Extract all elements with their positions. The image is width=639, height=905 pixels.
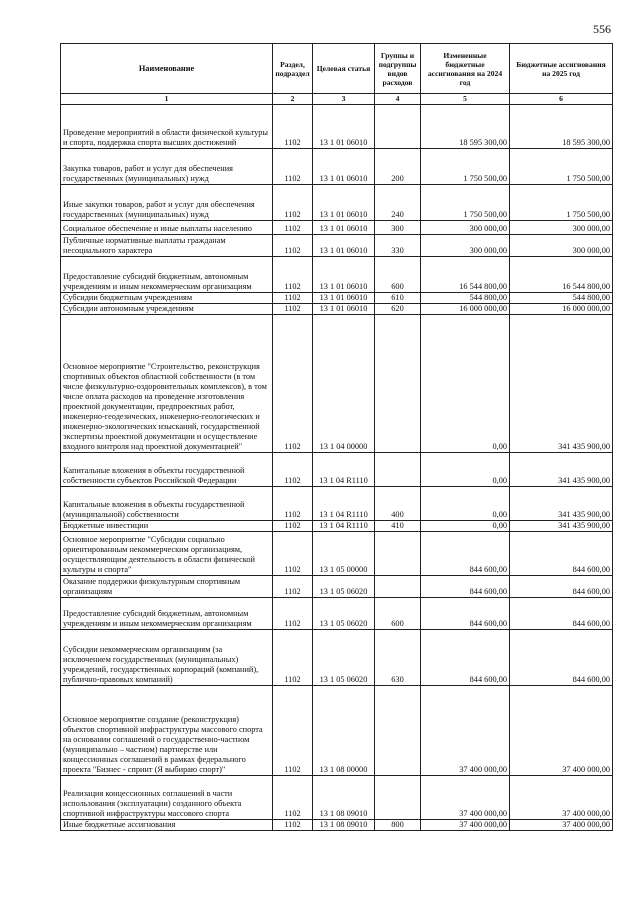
row-group: 610 bbox=[375, 293, 421, 304]
column-number: 4 bbox=[375, 94, 421, 105]
row-target: 13 1 01 06010 bbox=[313, 257, 375, 293]
column-number: 6 bbox=[510, 94, 613, 105]
row-budget: 16 544 800,00 bbox=[510, 257, 613, 293]
row-section: 1102 bbox=[273, 576, 313, 598]
row-group: 630 bbox=[375, 630, 421, 686]
row-changed: 844 600,00 bbox=[421, 576, 510, 598]
row-name: Основное мероприятие создание (реконструкция) объектов спортивной инфраструктуры массового спорта на основании соглашений о государственно-частном (муниципально – частном) партнерстве или концессионных соглашений в рамках федерального проекта "Бизнес - спринт (Я выбираю спорт)" bbox=[61, 686, 273, 776]
row-group: 240 bbox=[375, 185, 421, 221]
row-budget: 37 400 000,00 bbox=[510, 820, 613, 831]
row-group bbox=[375, 453, 421, 487]
table-row bbox=[61, 185, 613, 221]
row-changed: 16 000 000,00 bbox=[421, 304, 510, 315]
row-target: 13 1 08 09010 bbox=[313, 776, 375, 820]
row-budget: 341 435 900,00 bbox=[510, 315, 613, 453]
row-section: 1102 bbox=[273, 185, 313, 221]
row-section: 1102 bbox=[273, 630, 313, 686]
row-changed: 37 400 000,00 bbox=[421, 686, 510, 776]
header-row bbox=[61, 44, 613, 94]
row-target: 13 1 04 R1110 bbox=[313, 487, 375, 521]
table-row bbox=[61, 315, 613, 453]
table-row bbox=[61, 521, 613, 532]
row-budget: 300 000,00 bbox=[510, 235, 613, 257]
row-budget: 37 400 000,00 bbox=[510, 686, 613, 776]
row-changed: 1 750 500,00 bbox=[421, 149, 510, 185]
row-group bbox=[375, 576, 421, 598]
row-name: Оказание поддержки физкультурным спортивным организациям bbox=[61, 576, 273, 598]
header-target: Целевая статья bbox=[313, 44, 375, 94]
row-section: 1102 bbox=[273, 105, 313, 149]
row-target: 13 1 05 06020 bbox=[313, 598, 375, 630]
row-target: 13 1 05 00000 bbox=[313, 532, 375, 576]
row-group: 410 bbox=[375, 521, 421, 532]
column-number: 3 bbox=[313, 94, 375, 105]
table-row bbox=[61, 105, 613, 149]
table-row bbox=[61, 487, 613, 521]
row-section: 1102 bbox=[273, 776, 313, 820]
row-name: Капитальные вложения в объекты государственной (муниципальной) собственности bbox=[61, 487, 273, 521]
row-section: 1102 bbox=[273, 293, 313, 304]
row-changed: 0,00 bbox=[421, 521, 510, 532]
row-changed: 844 600,00 bbox=[421, 630, 510, 686]
row-name: Субсидии бюджетным учреждениям bbox=[61, 293, 273, 304]
row-section: 1102 bbox=[273, 453, 313, 487]
row-budget: 844 600,00 bbox=[510, 630, 613, 686]
row-target: 13 1 01 06010 bbox=[313, 105, 375, 149]
row-changed: 37 400 000,00 bbox=[421, 820, 510, 831]
row-changed: 544 800,00 bbox=[421, 293, 510, 304]
table-row bbox=[61, 149, 613, 185]
row-name: Субсидии автономным учреждениям bbox=[61, 304, 273, 315]
table-row bbox=[61, 235, 613, 257]
row-group: 800 bbox=[375, 820, 421, 831]
row-target: 13 1 01 06010 bbox=[313, 149, 375, 185]
header-section: Раздел, подраздел bbox=[273, 44, 313, 94]
row-group: 330 bbox=[375, 235, 421, 257]
row-target: 13 1 01 06010 bbox=[313, 221, 375, 235]
row-section: 1102 bbox=[273, 820, 313, 831]
row-group: 600 bbox=[375, 257, 421, 293]
row-target: 13 1 05 06020 bbox=[313, 576, 375, 598]
row-target: 13 1 01 06010 bbox=[313, 293, 375, 304]
row-name: Закупка товаров, работ и услуг для обеспечения государственных (муниципальных) нужд bbox=[61, 149, 273, 185]
row-target: 13 1 01 06010 bbox=[313, 304, 375, 315]
row-budget: 341 435 900,00 bbox=[510, 521, 613, 532]
row-name: Капитальные вложения в объекты государственной собственности субъектов Российской Федерации bbox=[61, 453, 273, 487]
row-section: 1102 bbox=[273, 532, 313, 576]
row-section: 1102 bbox=[273, 221, 313, 235]
budget-table bbox=[60, 43, 613, 831]
row-section: 1102 bbox=[273, 304, 313, 315]
row-name: Публичные нормативные выплаты гражданам несоциального характера bbox=[61, 235, 273, 257]
row-budget: 16 000 000,00 bbox=[510, 304, 613, 315]
row-name: Основное мероприятие "Строительство, реконструкция спортивных объектов областной собственности (в том числе физкультурно-оздоровительных комплексов), в том числе оплата расходов на проведение изготовления проектной документации, предпроектных работ, инженерно-геодезических, инженерно-геологических и инженерно-экологических изысканий, государственной экспертизы проектной документации и осуществление входного контроля над проектной документацией" bbox=[61, 315, 273, 453]
row-budget: 1 750 500,00 bbox=[510, 149, 613, 185]
row-budget: 18 595 300,00 bbox=[510, 105, 613, 149]
row-group: 300 bbox=[375, 221, 421, 235]
header-budget: Бюджетные ассигнования на 2025 год bbox=[510, 44, 613, 94]
row-budget: 844 600,00 bbox=[510, 532, 613, 576]
row-budget: 1 750 500,00 bbox=[510, 185, 613, 221]
column-number: 2 bbox=[273, 94, 313, 105]
table-row bbox=[61, 598, 613, 630]
row-section: 1102 bbox=[273, 487, 313, 521]
row-section: 1102 bbox=[273, 149, 313, 185]
header-changed: Измененные бюджетные ассигнования на 2024 год bbox=[421, 44, 510, 94]
row-section: 1102 bbox=[273, 235, 313, 257]
row-changed: 0,00 bbox=[421, 315, 510, 453]
table-row bbox=[61, 576, 613, 598]
row-name: Основное мероприятие "Субсидии социально ориентированным некоммерческим организациям, осуществляющим деятельность в области физической культуры и спорта" bbox=[61, 532, 273, 576]
row-budget: 341 435 900,00 bbox=[510, 453, 613, 487]
row-group: 620 bbox=[375, 304, 421, 315]
header-group: Группы и подгруппы видов расходов bbox=[375, 44, 421, 94]
row-group bbox=[375, 532, 421, 576]
row-group: 200 bbox=[375, 149, 421, 185]
row-group bbox=[375, 105, 421, 149]
row-group bbox=[375, 315, 421, 453]
row-name: Социальное обеспечение и иные выплаты населению bbox=[61, 221, 273, 235]
row-name: Предоставление субсидий бюджетным, автономным учреждениям и иным некоммерческим организациям bbox=[61, 598, 273, 630]
row-changed: 37 400 000,00 bbox=[421, 776, 510, 820]
row-group bbox=[375, 776, 421, 820]
table-row bbox=[61, 776, 613, 820]
row-target: 13 1 05 06020 bbox=[313, 630, 375, 686]
table-row bbox=[61, 532, 613, 576]
header-name: Наименование bbox=[61, 44, 273, 94]
row-name: Иные закупки товаров, работ и услуг для обеспечения государственных (муниципальных) нужд bbox=[61, 185, 273, 221]
column-number: 5 bbox=[421, 94, 510, 105]
row-budget: 341 435 900,00 bbox=[510, 487, 613, 521]
row-target: 13 1 08 00000 bbox=[313, 686, 375, 776]
row-group bbox=[375, 686, 421, 776]
row-budget: 844 600,00 bbox=[510, 576, 613, 598]
row-name: Иные бюджетные ассигнования bbox=[61, 820, 273, 831]
row-target: 13 1 08 09010 bbox=[313, 820, 375, 831]
row-budget: 544 800,00 bbox=[510, 293, 613, 304]
table-row bbox=[61, 221, 613, 235]
row-budget: 300 000,00 bbox=[510, 221, 613, 235]
row-section: 1102 bbox=[273, 686, 313, 776]
row-target: 13 1 01 06010 bbox=[313, 185, 375, 221]
row-name: Бюджетные инвестиции bbox=[61, 521, 273, 532]
table-row bbox=[61, 304, 613, 315]
table-row bbox=[61, 293, 613, 304]
row-section: 1102 bbox=[273, 257, 313, 293]
row-target: 13 1 01 06010 bbox=[313, 235, 375, 257]
row-budget: 844 600,00 bbox=[510, 598, 613, 630]
row-group: 400 bbox=[375, 487, 421, 521]
table-row bbox=[61, 630, 613, 686]
column-number-row bbox=[61, 94, 613, 105]
table-row bbox=[61, 686, 613, 776]
row-target: 13 1 04 R1110 bbox=[313, 521, 375, 532]
row-name: Проведение мероприятий в области физической культуры и спорта, поддержка спорта высших достижений bbox=[61, 105, 273, 149]
row-group: 600 bbox=[375, 598, 421, 630]
row-changed: 300 000,00 bbox=[421, 221, 510, 235]
row-changed: 300 000,00 bbox=[421, 235, 510, 257]
row-target: 13 1 04 00000 bbox=[313, 315, 375, 453]
page-number: 556 bbox=[593, 22, 611, 36]
row-changed: 0,00 bbox=[421, 487, 510, 521]
table-row bbox=[61, 257, 613, 293]
row-changed: 0,00 bbox=[421, 453, 510, 487]
row-changed: 844 600,00 bbox=[421, 532, 510, 576]
row-section: 1102 bbox=[273, 521, 313, 532]
row-changed: 16 544 800,00 bbox=[421, 257, 510, 293]
row-name: Предоставление субсидий бюджетным, автономным учреждениям и иным некоммерческим организациям bbox=[61, 257, 273, 293]
column-number: 1 bbox=[61, 94, 273, 105]
row-budget: 37 400 000,00 bbox=[510, 776, 613, 820]
row-target: 13 1 04 R1110 bbox=[313, 453, 375, 487]
row-section: 1102 bbox=[273, 598, 313, 630]
table-row bbox=[61, 820, 613, 831]
row-name: Реализация концессионных соглашений в части использования (эксплуатации) созданного объекта спортивной инфраструктуры массового спорта bbox=[61, 776, 273, 820]
row-section: 1102 bbox=[273, 315, 313, 453]
row-name: Субсидии некоммерческим организациям (за исключением государственных (муниципальных) учреждений, государственных корпораций (компаний), публично-правовых компаний) bbox=[61, 630, 273, 686]
row-changed: 18 595 300,00 bbox=[421, 105, 510, 149]
row-changed: 844 600,00 bbox=[421, 598, 510, 630]
row-changed: 1 750 500,00 bbox=[421, 185, 510, 221]
table-row bbox=[61, 453, 613, 487]
